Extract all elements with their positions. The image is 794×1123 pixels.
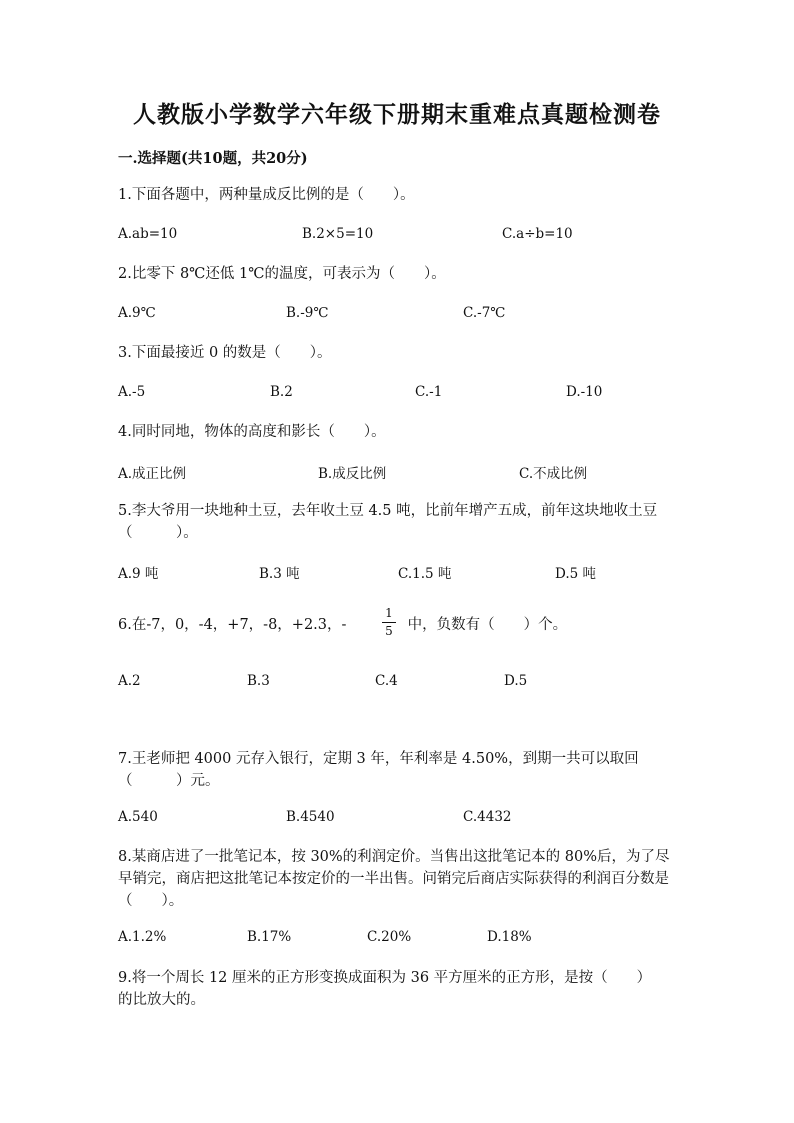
option-c[interactable]: C.1.5 吨	[398, 566, 452, 582]
options-3	[118, 384, 678, 406]
question-6-text-after: 中，负数有（ ）个。	[407, 617, 568, 633]
option-b[interactable]: B.2	[270, 384, 293, 400]
option-d[interactable]: D.5	[504, 673, 528, 689]
option-c[interactable]: C.a÷b=10	[502, 226, 573, 242]
options-1	[118, 226, 678, 248]
option-b[interactable]: B.3 吨	[259, 566, 300, 582]
question-2: 2.比零下 8℃还低 1℃的温度，可表示为（ ）。	[118, 266, 446, 282]
option-d[interactable]: D.-10	[566, 384, 603, 400]
options-7	[118, 809, 678, 831]
option-a[interactable]: A.-5	[118, 384, 146, 400]
option-c[interactable]: C.-1	[415, 384, 443, 400]
option-a[interactable]: A.ab=10	[118, 226, 178, 242]
page-title: 人教版小学数学六年级下册期末重难点真题检测卷	[133, 101, 661, 128]
question-1: 1.下面各题中，两种量成反比例的是（ ）。	[118, 187, 415, 203]
section-heading: 一.选择题(共10题，共20分)	[118, 150, 308, 167]
option-c[interactable]: C.不成比例	[519, 466, 588, 482]
option-b[interactable]: B.3	[247, 673, 270, 689]
options-8	[118, 929, 678, 951]
options-2	[118, 305, 678, 327]
option-b[interactable]: B.-9℃	[286, 305, 329, 321]
question-3: 3.下面最接近 0 的数是（ ）。	[118, 345, 332, 361]
option-a[interactable]: A.成正比例	[118, 466, 187, 482]
fraction-bar	[382, 622, 396, 623]
question-4: 4.同时同地，物体的高度和影长（ ）。	[118, 424, 386, 440]
option-b[interactable]: B.2×5=10	[302, 226, 374, 242]
question-6	[118, 614, 678, 636]
options-4	[118, 462, 678, 484]
option-a[interactable]: A.9℃	[118, 305, 156, 321]
option-a[interactable]: A.2	[118, 673, 141, 689]
option-b[interactable]: B.成反比例	[318, 466, 387, 482]
option-c[interactable]: C.4432	[463, 809, 512, 825]
question-9: 9.将一个周长 12 厘米的正方形变换成面积为 36 平方厘米的正方形，是按（ ）的比放大的。	[118, 970, 644, 1008]
option-a[interactable]: A.9 吨	[118, 566, 159, 582]
option-d[interactable]: D.5 吨	[555, 566, 597, 582]
question-5: 5.李大爷用一块地种土豆，去年收土豆 4.5 吨，比前年增产五成，前年这块地收土豆（ ）。	[118, 503, 658, 541]
option-b[interactable]: B.4540	[286, 809, 335, 825]
option-c[interactable]: C.4	[375, 673, 398, 689]
option-c[interactable]: C.20%	[367, 929, 412, 945]
fraction-denominator: 5	[385, 624, 393, 638]
option-c[interactable]: C.-7℃	[463, 305, 506, 321]
option-a[interactable]: A.540	[118, 809, 158, 825]
options-5	[118, 562, 678, 584]
question-8: 8.某商店进了一批笔记本，按 30%的利润定价。当售出这批笔记本的 80%后，为了尽早销完，商店把这批笔记本按定价的一半出售。问销完后商店实际获得的利润百分数是（ ）。	[118, 849, 670, 909]
option-a[interactable]: A.1.2%	[118, 929, 167, 945]
fraction-numerator: 1	[385, 606, 393, 620]
fraction-one-fifth	[382, 607, 396, 638]
options-6	[118, 673, 678, 695]
question-7: 7.王老师把 4000 元存入银行，定期 3 年，年利率是 4.50%，到期一共可以取回（ ）元。	[118, 751, 639, 789]
option-d[interactable]: D.18%	[487, 929, 532, 945]
question-6-text-before: 6.在-7，0，-4，+7，-8，+2.3，-	[118, 617, 347, 633]
option-b[interactable]: B.17%	[247, 929, 292, 945]
